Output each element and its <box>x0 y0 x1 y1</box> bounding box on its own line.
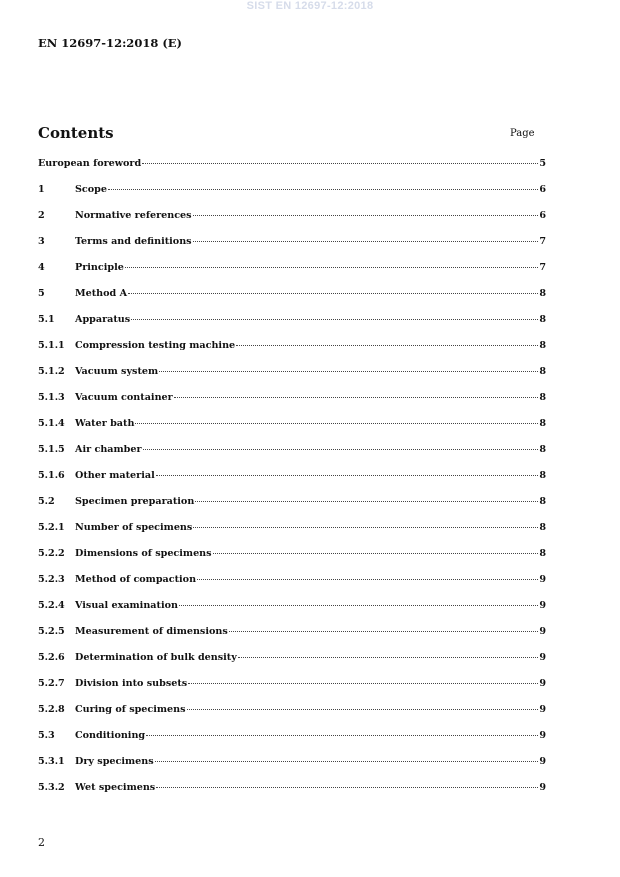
toc-entry[interactable] <box>38 652 546 678</box>
page-column-label: Page <box>510 128 535 139</box>
toc-dot-leader <box>128 293 538 294</box>
toc-entry-title: Dimensions of specimens <box>75 548 212 559</box>
toc-dot-leader <box>125 267 538 268</box>
toc-entry-title: Method of compaction <box>75 574 197 585</box>
toc-entry-number: 5 <box>38 288 45 299</box>
toc-dot-leader <box>188 683 538 684</box>
toc-dot-leader <box>155 761 539 762</box>
toc-entry-page: 9 <box>539 626 546 637</box>
toc-entry-title: Visual examination <box>75 600 178 611</box>
toc-entry-page: 9 <box>539 678 546 689</box>
toc-entry-page: 9 <box>539 730 546 741</box>
toc-entry[interactable] <box>38 678 546 704</box>
toc-entry[interactable] <box>38 782 546 808</box>
toc-entry-number: 1 <box>38 184 45 195</box>
toc-entry-number: 5.2.1 <box>38 522 65 533</box>
toc-entry[interactable] <box>38 236 546 262</box>
toc-entry-title: Principle <box>75 262 124 273</box>
toc-dot-leader <box>159 371 538 372</box>
toc-dot-leader <box>156 475 539 476</box>
toc-entry-number: 5.1.4 <box>38 418 65 429</box>
toc-entry-page: 9 <box>539 756 546 767</box>
toc-entry-page: 6 <box>539 210 546 221</box>
toc-entry-page: 8 <box>539 288 546 299</box>
toc-entry[interactable] <box>38 184 546 210</box>
toc-entry-number: 5.2 <box>38 496 55 507</box>
toc-entry[interactable] <box>38 158 546 184</box>
toc-entry-title: Water bath <box>75 418 135 429</box>
toc-entry-title: Wet specimens <box>75 782 156 793</box>
toc-dot-leader <box>156 787 538 788</box>
toc-entry-title: Vacuum system <box>75 366 159 377</box>
toc-entry-page: 8 <box>539 418 546 429</box>
toc-entry-number: 5.1.5 <box>38 444 65 455</box>
toc-entry-page: 8 <box>539 340 546 351</box>
toc-entry[interactable] <box>38 366 546 392</box>
toc-entry-number: 3 <box>38 236 45 247</box>
toc-entry-number: 4 <box>38 262 45 273</box>
toc-entry-number: 5.1.6 <box>38 470 65 481</box>
toc-dot-leader <box>193 241 539 242</box>
toc-entry-page: 9 <box>539 652 546 663</box>
toc-entry-page: 8 <box>539 444 546 455</box>
document-id: EN 12697-12:2018 (E) <box>38 36 182 50</box>
toc-entry[interactable] <box>38 392 546 418</box>
toc-entry[interactable] <box>38 418 546 444</box>
toc-entry-title: Vacuum container <box>75 392 173 403</box>
toc-entry-title: Other material <box>75 470 155 481</box>
toc-entry[interactable] <box>38 470 546 496</box>
toc-entry-page: 6 <box>539 184 546 195</box>
toc-entry-page: 8 <box>539 314 546 325</box>
toc-dot-leader <box>236 345 538 346</box>
toc-entry-page: 7 <box>539 262 546 273</box>
toc-entry-title: Normative references <box>75 210 192 221</box>
toc-dot-leader <box>197 579 538 580</box>
toc-entry-number: 5.1.3 <box>38 392 65 403</box>
toc-entry-title: Compression testing machine <box>75 340 236 351</box>
toc-entry-page: 8 <box>539 366 546 377</box>
toc-entry-page: 8 <box>539 470 546 481</box>
toc-entry-title: Method A <box>75 288 128 299</box>
toc-dot-leader <box>142 163 538 164</box>
toc-entry-page: 8 <box>539 548 546 559</box>
toc-entry-number: 5.1 <box>38 314 55 325</box>
toc-entry-title: European foreword <box>38 158 142 169</box>
toc-dot-leader <box>195 501 538 502</box>
toc-dot-leader <box>229 631 539 632</box>
toc-entry-number: 5.3.2 <box>38 782 65 793</box>
toc-entry[interactable] <box>38 262 546 288</box>
toc-entry-number: 5.2.2 <box>38 548 65 559</box>
toc-dot-leader <box>146 735 538 736</box>
toc-entry-number: 5.2.8 <box>38 704 65 715</box>
toc-entry[interactable] <box>38 444 546 470</box>
table-of-contents <box>38 158 546 808</box>
toc-entry-number: 5.3.1 <box>38 756 65 767</box>
toc-entry-number: 5.2.4 <box>38 600 65 611</box>
toc-entry-page: 8 <box>539 522 546 533</box>
toc-entry-number: 5.2.7 <box>38 678 65 689</box>
toc-dot-leader <box>179 605 538 606</box>
toc-entry-page: 7 <box>539 236 546 247</box>
toc-dot-leader <box>187 709 539 710</box>
toc-dot-leader <box>238 657 539 658</box>
toc-entry-page: 9 <box>539 782 546 793</box>
toc-entry[interactable] <box>38 704 546 730</box>
toc-entry-number: 5.1.1 <box>38 340 65 351</box>
toc-entry-title: Specimen preparation <box>75 496 195 507</box>
toc-entry[interactable] <box>38 496 546 522</box>
toc-dot-leader <box>108 189 538 190</box>
toc-dot-leader <box>143 449 539 450</box>
toc-entry[interactable] <box>38 522 546 548</box>
toc-entry[interactable] <box>38 288 546 314</box>
toc-entry-title: Division into subsets <box>75 678 188 689</box>
toc-entry-page: 8 <box>539 392 546 403</box>
toc-entry[interactable] <box>38 548 546 574</box>
toc-entry[interactable] <box>38 626 546 652</box>
toc-dot-leader <box>193 527 538 528</box>
toc-dot-leader <box>213 553 539 554</box>
toc-entry-page: 9 <box>539 704 546 715</box>
toc-entry-number: 2 <box>38 210 45 221</box>
toc-entry-page: 8 <box>539 496 546 507</box>
toc-entry-title: Measurement of dimensions <box>75 626 228 637</box>
toc-entry-title: Determination of bulk density <box>75 652 237 663</box>
toc-entry-number: 5.2.6 <box>38 652 65 663</box>
toc-entry-number: 5.1.2 <box>38 366 65 377</box>
toc-entry-title: Air chamber <box>75 444 142 455</box>
toc-entry-title: Conditioning <box>75 730 146 741</box>
toc-entry-title: Number of specimens <box>75 522 193 533</box>
toc-dot-leader <box>131 319 538 320</box>
toc-dot-leader <box>135 423 538 424</box>
page-number: 2 <box>38 836 45 849</box>
toc-entry-page: 9 <box>539 574 546 585</box>
toc-entry[interactable] <box>38 756 546 782</box>
toc-entry[interactable] <box>38 314 546 340</box>
toc-entry[interactable] <box>38 340 546 366</box>
toc-entry[interactable] <box>38 574 546 600</box>
toc-entry-number: 5.3 <box>38 730 55 741</box>
toc-dot-leader <box>193 215 539 216</box>
toc-entry[interactable] <box>38 210 546 236</box>
toc-entry-number: 5.2.3 <box>38 574 65 585</box>
toc-entry-number: 5.2.5 <box>38 626 65 637</box>
toc-entry-title: Dry specimens <box>75 756 154 767</box>
toc-entry[interactable] <box>38 730 546 756</box>
toc-entry-title: Scope <box>75 184 107 195</box>
toc-entry-page: 5 <box>539 158 546 169</box>
toc-entry[interactable] <box>38 600 546 626</box>
toc-entry-title: Apparatus <box>75 314 131 325</box>
toc-entry-title: Curing of specimens <box>75 704 186 715</box>
contents-heading: Contents <box>38 124 114 142</box>
toc-entry-page: 9 <box>539 600 546 611</box>
toc-dot-leader <box>174 397 539 398</box>
toc-entry-title: Terms and definitions <box>75 236 192 247</box>
watermark: SIST EN 12697-12:2018 <box>246 0 374 12</box>
